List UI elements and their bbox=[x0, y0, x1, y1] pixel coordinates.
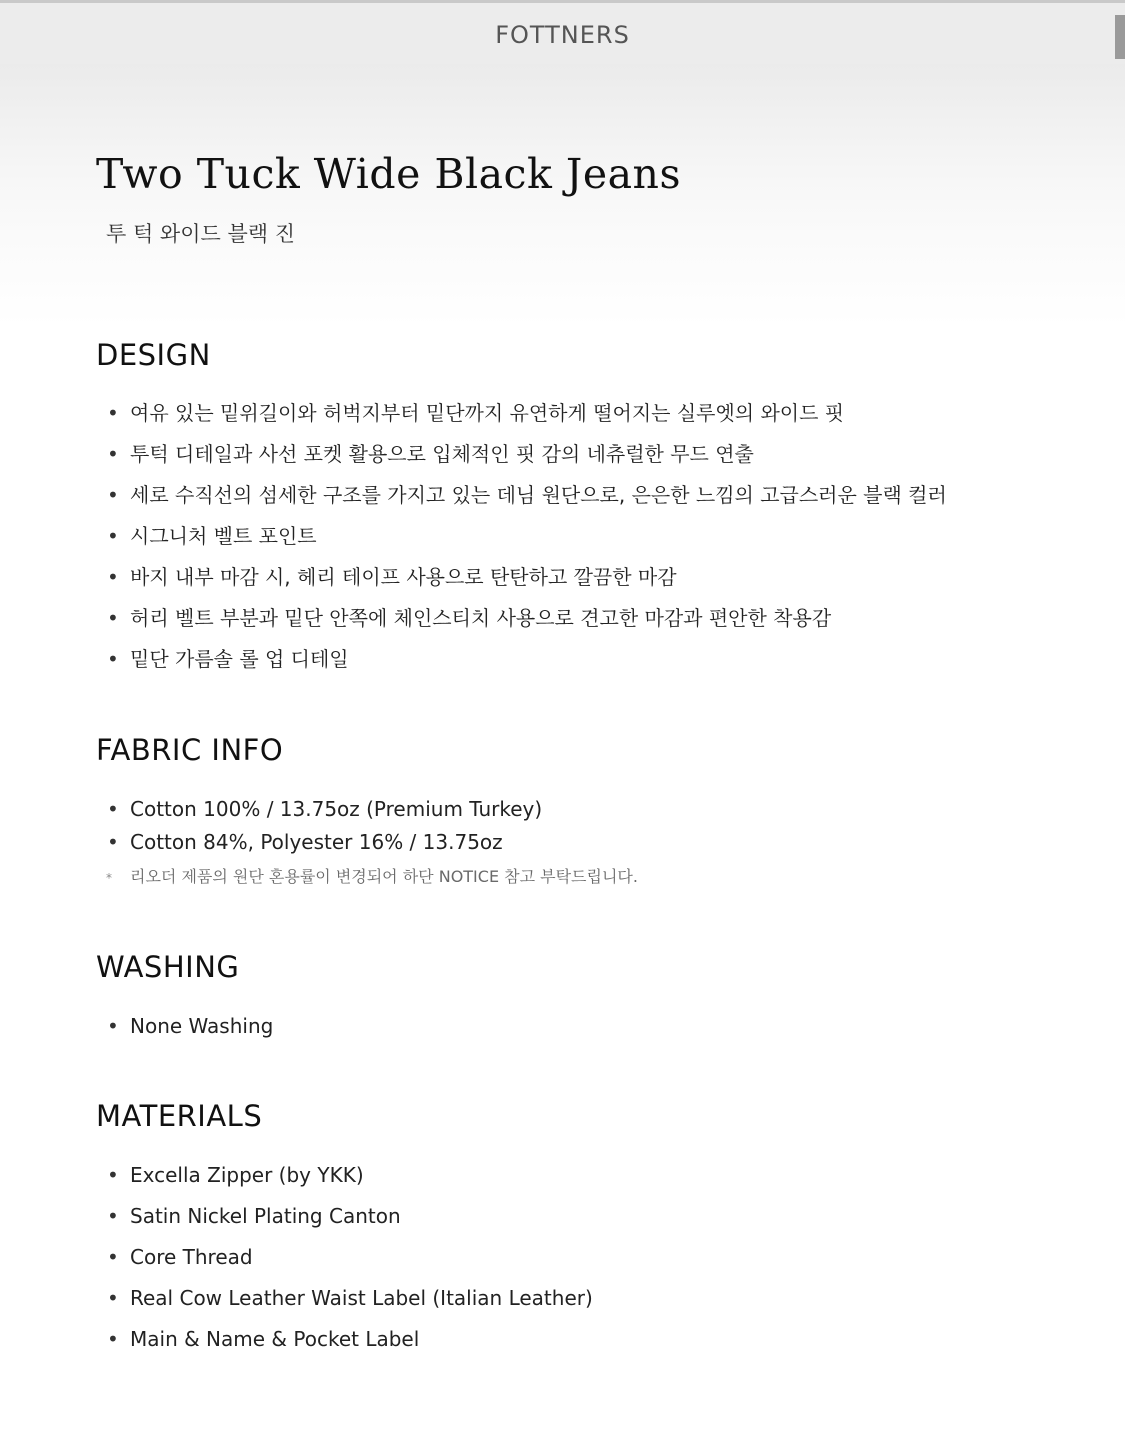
fabric-list bbox=[106, 793, 542, 859]
list-item: • 바지 내부 마감 시, 헤리 테이프 사용으로 탄탄하고 깔끔한 마감 bbox=[106, 557, 947, 598]
list-item: • Main & Name & Pocket Label bbox=[106, 1319, 593, 1360]
washing-heading: WASHING bbox=[96, 950, 240, 984]
list-item: • 투턱 디테일과 사선 포켓 활용으로 입체적인 핏 감의 네츄럴한 무드 연출 bbox=[106, 434, 947, 475]
design-heading: DESIGN bbox=[96, 338, 211, 372]
washing-list bbox=[106, 1006, 273, 1047]
top-bar bbox=[0, 0, 1125, 64]
product-subtitle: 투 턱 와이드 블랙 진 bbox=[106, 222, 295, 246]
list-item: • 밑단 가름솔 롤 업 디테일 bbox=[106, 639, 947, 680]
brand-logo[interactable]: FOTTNERS bbox=[495, 21, 630, 49]
fabric-heading: FABRIC INFO bbox=[96, 733, 284, 767]
note-mark: * bbox=[106, 871, 112, 885]
note-text: 리오더 제품의 원단 혼용률이 변경되어 하단 NOTICE 참고 부탁드립니다. bbox=[130, 867, 638, 886]
materials-list bbox=[106, 1155, 593, 1360]
list-item: • 세로 수직선의 섬세한 구조를 가지고 있는 데님 원단으로, 은은한 느낌의 고급스러운 블랙 컬러 bbox=[106, 475, 947, 516]
list-item: • 여유 있는 밑위길이와 허벅지부터 밑단까지 유연하게 떨어지는 실루엣의 와이드 핏 bbox=[106, 393, 947, 434]
list-item: • 허리 벨트 부분과 밑단 안쪽에 체인스티치 사용으로 견고한 마감과 편안한 착용감 bbox=[106, 598, 947, 639]
scrollbar-thumb[interactable] bbox=[1115, 15, 1125, 59]
list-item: • Excella Zipper (by YKK) bbox=[106, 1155, 593, 1196]
list-item: • Cotton 100% / 13.75oz (Premium Turkey) bbox=[106, 793, 542, 826]
list-item: • None Washing bbox=[106, 1006, 273, 1047]
list-item: • Core Thread bbox=[106, 1237, 593, 1278]
product-title: Two Tuck Wide Black Jeans bbox=[96, 150, 681, 198]
list-item: • Real Cow Leather Waist Label (Italian Leather) bbox=[106, 1278, 593, 1319]
design-list bbox=[106, 393, 947, 680]
fabric-note bbox=[106, 864, 638, 887]
list-item: • Satin Nickel Plating Canton bbox=[106, 1196, 593, 1237]
list-item: • Cotton 84%, Polyester 16% / 13.75oz bbox=[106, 826, 542, 859]
list-item: • 시그니처 벨트 포인트 bbox=[106, 516, 947, 557]
materials-heading: MATERIALS bbox=[96, 1099, 263, 1133]
